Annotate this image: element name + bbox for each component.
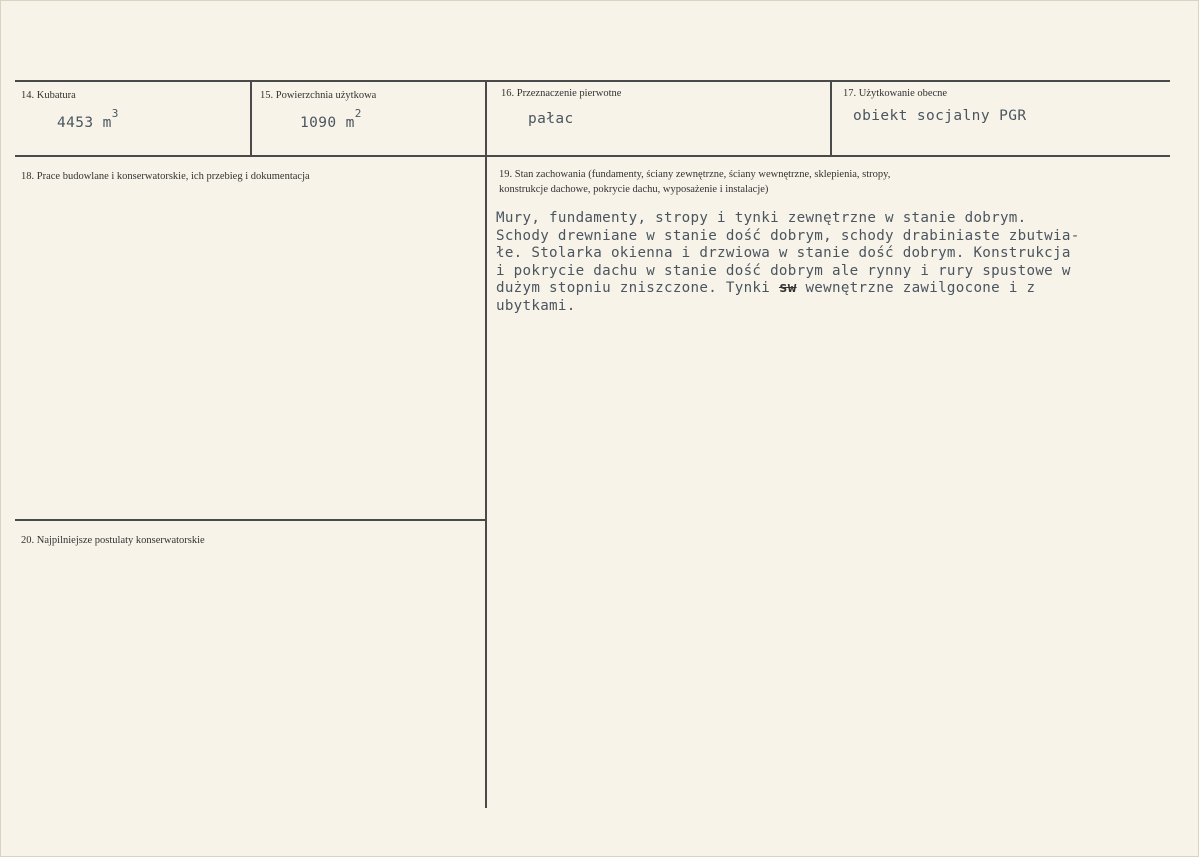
struck-out-text: sw	[778, 280, 797, 296]
powierzchnia-label: 15. Powierzchnia użytkowa	[260, 90, 377, 101]
uzytkowanie-label: 17. Użytkowanie obecne	[843, 88, 948, 99]
stan-label-line2: konstrukcje dachowe, pokrycie dachu, wyposażenie i instalacje)	[499, 184, 769, 195]
kubatura-value: 4453 $m^3$	[57, 107, 119, 131]
stan-line-4: i pokrycie dachu w stanie dość dobrym ale rynny i rury spustowe w	[496, 262, 1071, 279]
stan-line-6: ubytkami.	[496, 297, 576, 314]
stan-label-line1: 19. Stan zachowania (fundamenty, ściany zewnętrzne, ściany wewnętrzne, sklepienia, stropy,	[499, 169, 891, 180]
left-column-divider-rule	[15, 519, 485, 521]
prace-label: 18. Prace budowlane i konserwatorskie, ich przebieg i dokumentacja	[21, 171, 310, 182]
stan-line-1: Mury, fundamenty, stropy i tynki zewnętrzne w stanie dobrym.	[496, 210, 1027, 226]
top-rule	[15, 80, 1170, 82]
divider-15-16	[485, 80, 487, 808]
przeznaczenie-label: 16. Przeznaczenie pierwotne	[501, 88, 622, 99]
kubatura-label: 14. Kubatura	[21, 90, 76, 101]
stan-line-5: dużym stopniu zniszczone. Tynki sw wewnętrzne zawilgocone i z	[496, 280, 1036, 296]
uzytkowanie-value: obiekt socjalny PGR	[853, 108, 1027, 124]
przeznaczenie-value: pałac	[528, 111, 574, 127]
stan-line-3: łe. Stolarka okienna i drzwiowa w stanie dość dobrym. Konstrukcja	[496, 245, 1071, 261]
divider-16-17	[830, 80, 832, 157]
divider-14-15	[250, 80, 252, 157]
powierzchnia-value: 1090 $m^2$	[300, 107, 362, 131]
header-bottom-rule	[15, 155, 1170, 157]
postulaty-label: 20. Najpilniejsze postulaty konserwatorskie	[21, 535, 205, 546]
stan-description	[496, 210, 1080, 315]
stan-line-2: Schody drewniane w stanie dość dobrym, schody drabiniaste zbutwia-	[496, 227, 1080, 244]
